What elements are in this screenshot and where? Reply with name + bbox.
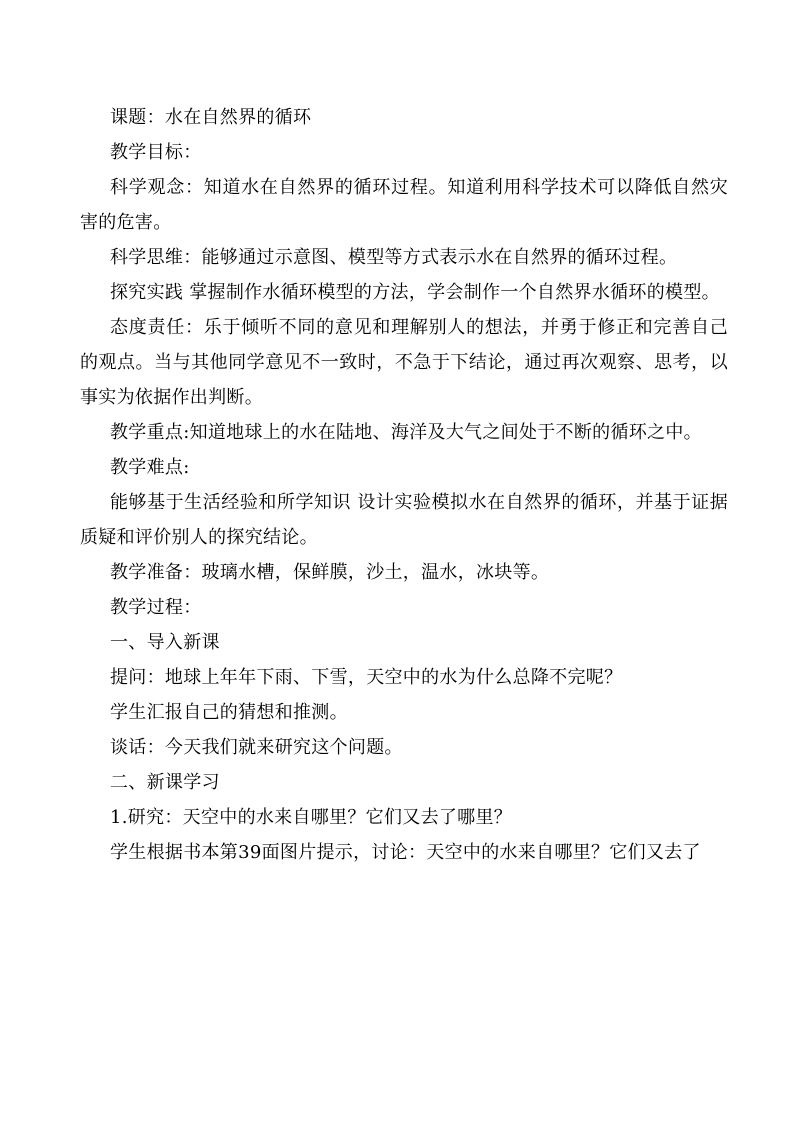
document-body (80, 100, 728, 870)
paragraph-inquiry-practice: 探究实践 掌握制作水循环模型的方法，学会制作一个自然界水循环的模型。 (110, 282, 720, 303)
section-heading-introduction: 一、导入新课 (110, 632, 220, 653)
section-heading-difficulties: 教学难点: (110, 457, 190, 478)
section-heading-objectives: 教学目标： (110, 142, 202, 163)
paragraph-preparation: 教学准备：玻璃水槽，保鲜膜，沙土，温水，冰块等。 (110, 562, 550, 583)
paragraph-difficulties: 能够基于生活经验和所学知识 设计实验模拟水在自然界的循环，并基于证据质疑和评价别人的探究结论。 (80, 492, 728, 548)
paragraph-student-report: 学生汇报自己的猜想和推测。 (110, 702, 348, 723)
paragraph-science-concept: 科学观念：知道水在自然界的循环过程。知道利用科学技术可以降低自然灾害的危害。 (80, 177, 728, 233)
paragraph-science-thinking: 科学思维：能够通过示意图、模型等方式表示水在自然界的循环过程。 (110, 247, 678, 268)
section-heading-process: 教学过程： (110, 597, 202, 618)
paragraph-talk: 谈话：今天我们就来研究这个问题。 (110, 737, 403, 758)
paragraph-question: 提问：地球上年年下雨、下雪，天空中的水为什么总降不完呢？ (110, 667, 623, 688)
paragraph-key-points: 教学重点:知道地球上的水在陆地、海洋及大气之间处于不断的循环之中。 (110, 422, 702, 443)
lesson-title: 课题：水在自然界的循环 (110, 107, 312, 128)
paragraph-research-question: 1.研究：天空中的水来自哪里？它们又去了哪里？ (110, 807, 513, 828)
paragraph-student-discussion: 学生根据书本第39面图片提示，讨论：天空中的水来自哪里？它们又去了 (110, 842, 701, 863)
section-heading-new-lesson: 二、新课学习 (110, 772, 220, 793)
paragraph-attitude-responsibility: 态度责任：乐于倾听不同的意见和理解别人的想法，并勇于修正和完善自己的观点。当与其他同学意见不一致时，不急于下结论，通过再次观察、思考，以事实为依据作出判断。 (80, 317, 728, 408)
